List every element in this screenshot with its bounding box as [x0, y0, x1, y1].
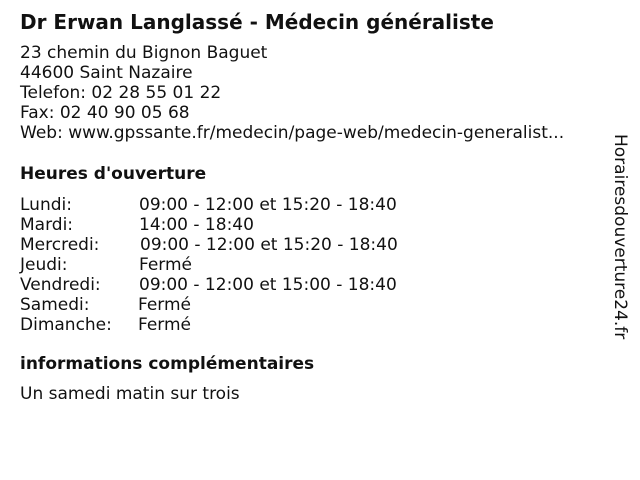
day-label: Mercredi: — [20, 235, 100, 255]
day-label: Vendredi: — [20, 275, 101, 295]
address-city: 44600 Saint Nazaire — [20, 63, 193, 83]
time-value: 09:00 - 12:00 et 15:00 - 18:40 — [139, 275, 397, 295]
opening-hours-heading: Heures d'ouverture — [20, 164, 207, 184]
additional-info-text: Un samedi matin sur trois — [20, 384, 240, 404]
day-label: Samedi: — [20, 295, 90, 315]
fax-number: Fax: 02 40 90 05 68 — [20, 103, 190, 123]
address-street: 23 chemin du Bignon Baguet — [20, 43, 268, 63]
day-label: Mardi: — [20, 215, 74, 235]
side-watermark: Horairesdouverture24.fr — [610, 134, 630, 340]
website-link[interactable]: Web: www.gpssante.fr/medecin/page-web/medecin-generalist... — [20, 123, 565, 143]
phone-number: Telefon: 02 28 55 01 22 — [20, 83, 222, 103]
day-label: Lundi: — [20, 195, 72, 215]
time-value: 09:00 - 12:00 et 15:20 - 18:40 — [139, 195, 397, 215]
additional-info-heading: informations complémentaires — [20, 354, 315, 374]
time-value: 09:00 - 12:00 et 15:20 - 18:40 — [140, 235, 398, 255]
time-value: Fermé — [139, 255, 193, 275]
time-value: Fermé — [138, 315, 192, 335]
contact-info — [20, 43, 564, 143]
time-value: Fermé — [138, 295, 192, 315]
day-label: Jeudi: — [20, 255, 68, 275]
page-title: Dr Erwan Langlassé - Médecin généraliste — [20, 10, 494, 34]
day-label: Dimanche: — [20, 315, 112, 335]
time-value: 14:00 - 18:40 — [139, 215, 254, 235]
